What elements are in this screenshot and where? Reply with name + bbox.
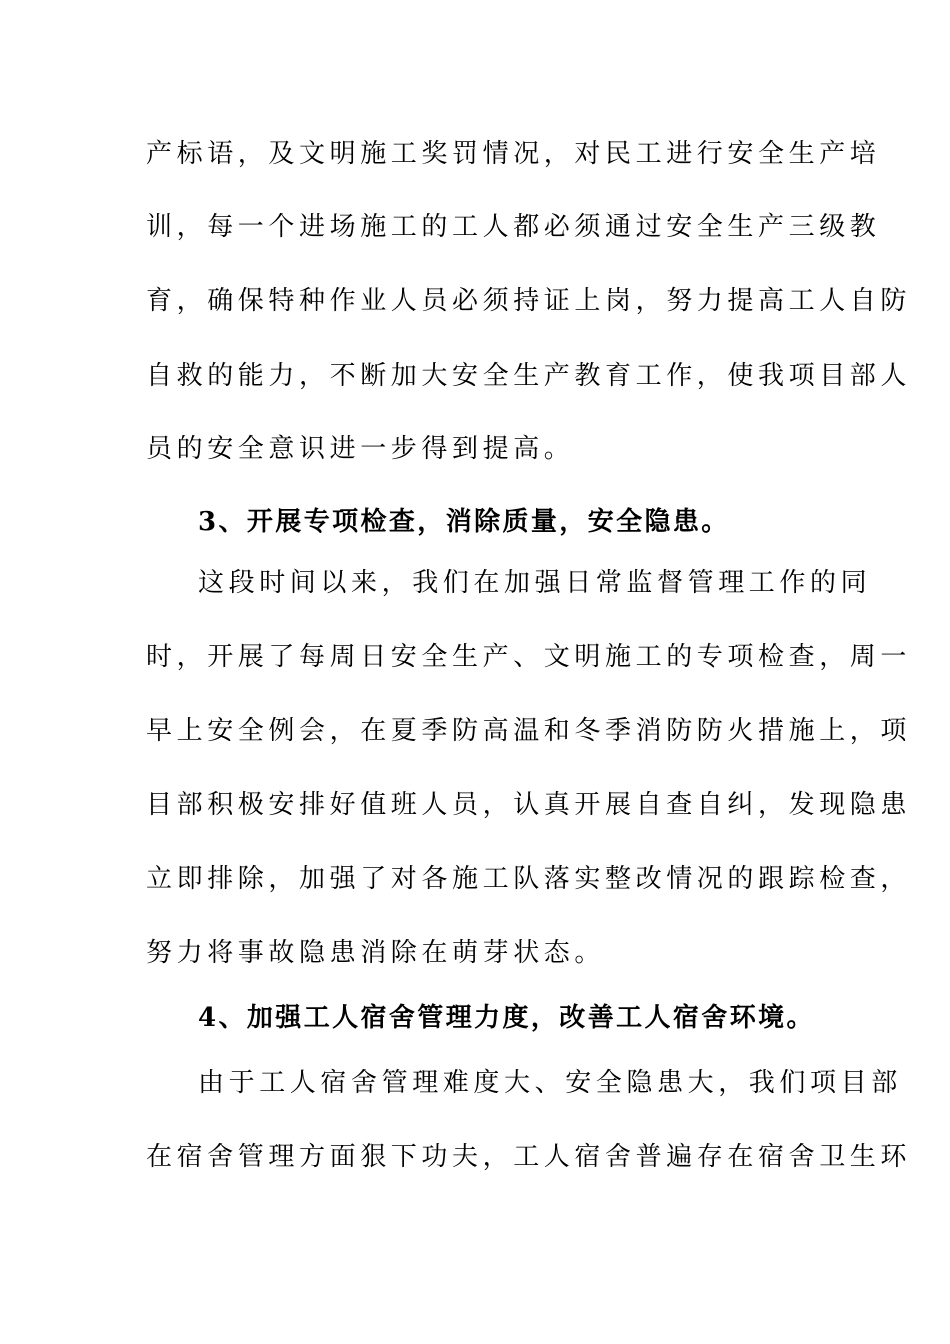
body-text-line: 自救的能力，不断加大安全生产教育工作，使我项目部人 (146, 361, 912, 391)
body-text-line: 员的安全意识进一步得到提高。 (146, 434, 575, 464)
body-text-line: 立即排除，加强了对各施工队落实整改情况的跟踪检查， (146, 864, 912, 894)
section-heading: 3、开展专项检查，消除质量，安全隐患。 (198, 507, 730, 537)
body-text-line: 产标语，及文明施工奖罚情况，对民工进行安全生产培 (146, 139, 881, 169)
body-text-line: 努力将事故隐患消除在萌芽状态。 (146, 938, 606, 968)
body-text-line: 育，确保特种作业人员必须持证上岗，努力提高工人自防 (146, 286, 912, 316)
body-text-line: 目部积极安排好值班人员，认真开展自查自纠，发现隐患 (146, 790, 912, 820)
section-heading: 4、加强工人宿舍管理力度，改善工人宿舍环境。 (198, 1003, 815, 1033)
paragraph-first-line: 由于工人宿舍管理难度大、安全隐患大，我们项目部 (198, 1068, 902, 1098)
body-text-line: 训，每一个进场施工的工人都必须通过安全生产三级教 (146, 212, 881, 242)
paragraph-first-line: 这段时间以来，我们在加强日常监督管理工作的同 (198, 568, 872, 598)
body-text-line: 早上安全例会，在夏季防高温和冬季消防防火措施上，项 (146, 716, 912, 746)
body-text-line: 在宿舍管理方面狠下功夫，工人宿舍普遍存在宿舍卫生环 (146, 1142, 912, 1172)
body-text-line: 时，开展了每周日安全生产、文明施工的专项检查，周一 (146, 642, 912, 672)
